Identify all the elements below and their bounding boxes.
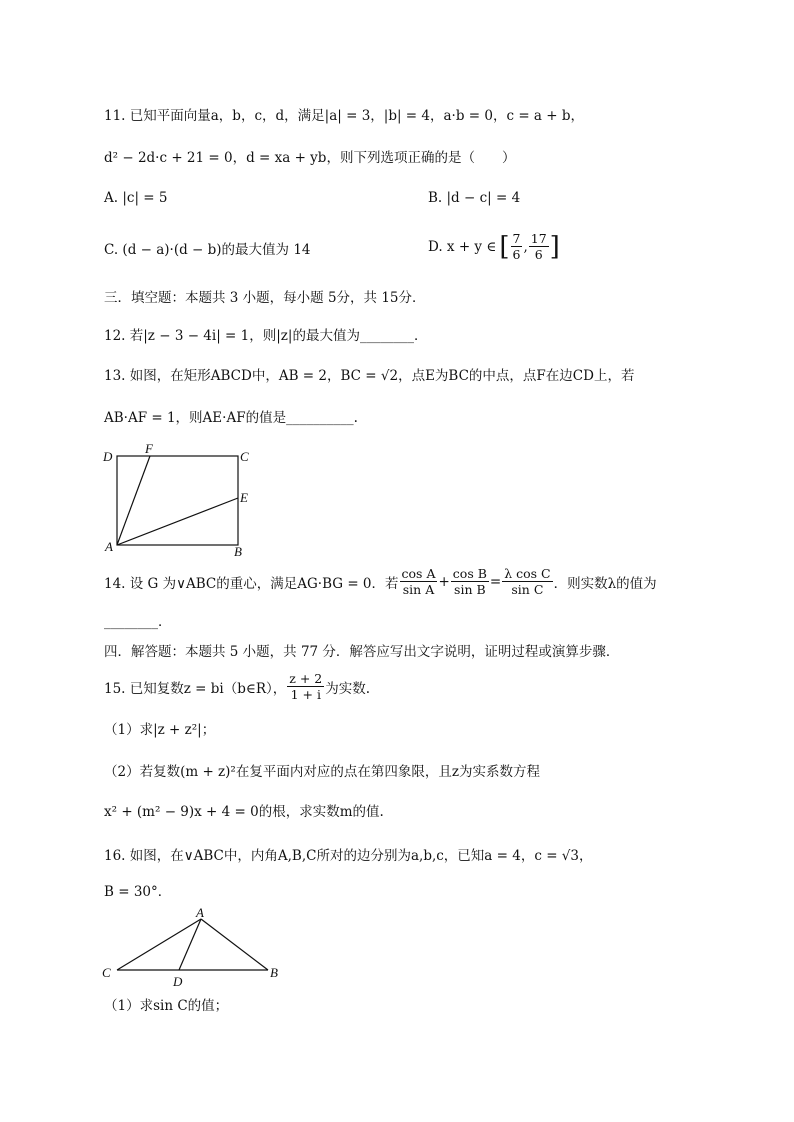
comma: , (523, 238, 528, 255)
q14-stem-line2: ________． (104, 614, 172, 630)
frac-den: sin A (402, 582, 435, 597)
section4-heading: 四．解答题：本题共 5 小题，共 77 分．解答应写出文字说明，证明过程或演算步骤． (104, 644, 620, 660)
bracket-left: [ (499, 231, 510, 262)
section3-heading: 三．填空题：本题共 3 小题，每小题 5分，共 15分． (104, 290, 426, 306)
q16-triangle-figure (100, 905, 290, 990)
label-d: D (103, 449, 113, 464)
label-e: E (240, 490, 248, 505)
q14-frac-cosC (502, 566, 552, 597)
q11-stem-line1: 11. 已知平面向量a，b，c，d，满足|a| = 3，|b| = 4，a·b = 0，c = a + b， (104, 108, 585, 124)
frac-den: sin B (454, 582, 486, 597)
frac-den: sin C (511, 582, 544, 597)
segment-af (117, 456, 150, 545)
q16-stem-line1: 16. 如图，在∨ABC中，内角A,B,C所对的边分别为a,b,c，已知a = 4，c = √3， (104, 848, 593, 864)
equals-sign: = (489, 573, 502, 590)
segment-ad (179, 919, 201, 970)
frac-den: 6 (534, 247, 543, 262)
q15-part1: （1）求|z + z²|； (104, 722, 216, 738)
q15-part2-continued: x² + (m² − 9)x + 4 = 0的根，求实数m的值. (104, 804, 384, 820)
q11-option-a: A. |c| = 5 (104, 190, 168, 206)
side-ca (117, 919, 201, 970)
label-f: F (145, 441, 153, 456)
frac-num: z + 2 (289, 671, 323, 686)
q13-stem-line2: AB·AF = 1，则AE·AF的值是__________. (104, 410, 358, 426)
q15-part2: （2）若复数(m + z)²在复平面内对应的点在第四象限，且z为实系数方程 (104, 764, 540, 780)
label-b: B (270, 965, 278, 980)
frac-num: cos B (452, 566, 487, 581)
q14-stem-line1 (104, 566, 657, 597)
q14-frac-cosA (400, 566, 438, 597)
label-b: B (234, 544, 242, 559)
q15-frac (287, 671, 324, 702)
bracket-right: ] (549, 231, 560, 262)
q13-rectangle-figure (100, 440, 270, 560)
q11-option-d-frac2 (529, 231, 549, 262)
label-c: C (240, 449, 249, 464)
label-d: D (173, 974, 183, 989)
q16-part1: （1）求sin C的值； (104, 998, 229, 1014)
q14-frac-cosB (451, 566, 489, 597)
q11-option-b: B. |d − c| = 4 (428, 190, 521, 206)
label-a: A (196, 905, 204, 920)
q14-text-post: ．则实数λ的值为 (553, 575, 657, 592)
segment-ae (117, 498, 238, 545)
q11-option-d-frac1 (511, 231, 523, 262)
q15-text-post: 为实数. (325, 680, 371, 697)
q12-stem: 12. 若|z − 3 − 4i| = 1，则|z|的最大值为________． (104, 328, 428, 344)
frac-num: 7 (512, 231, 521, 246)
frac-den: 6 (512, 247, 521, 262)
frac-num: 17 (530, 231, 547, 246)
frac-den: 1 + i (290, 687, 321, 702)
q11-option-d (428, 231, 560, 262)
frac-num: λ cos C (504, 566, 551, 581)
q11-stem-line2: d² − 2d·c + 21 = 0，d = xa + yb，则下列选项正确的是（ ） (104, 150, 516, 166)
side-ab (201, 919, 268, 970)
q11-option-c: C. (d − a)·(d − b)的最大值为 14 (104, 242, 311, 258)
label-a: A (105, 539, 113, 554)
q15-stem (104, 671, 370, 702)
label-c: C (102, 965, 111, 980)
frac-num: cos A (401, 566, 436, 581)
q13-stem-line1: 13. 如图，在矩形ABCD中，AB = 2，BC = √2，点E为BC的中点，点F在边CD上，若 (104, 368, 635, 384)
q15-text-pre: 15. 已知复数z = bi（b∈R）， (104, 680, 287, 697)
q16-stem-line2: B = 30°． (104, 884, 172, 900)
q14-text-pre: 14. 设 G 为∨ABC的重心，满足AG·BG = 0．若 (104, 575, 399, 592)
rectangle-abcd (117, 456, 238, 545)
plus-sign: + (438, 573, 450, 590)
q11-option-d-prefix: D. x + y ∈ (428, 238, 497, 255)
